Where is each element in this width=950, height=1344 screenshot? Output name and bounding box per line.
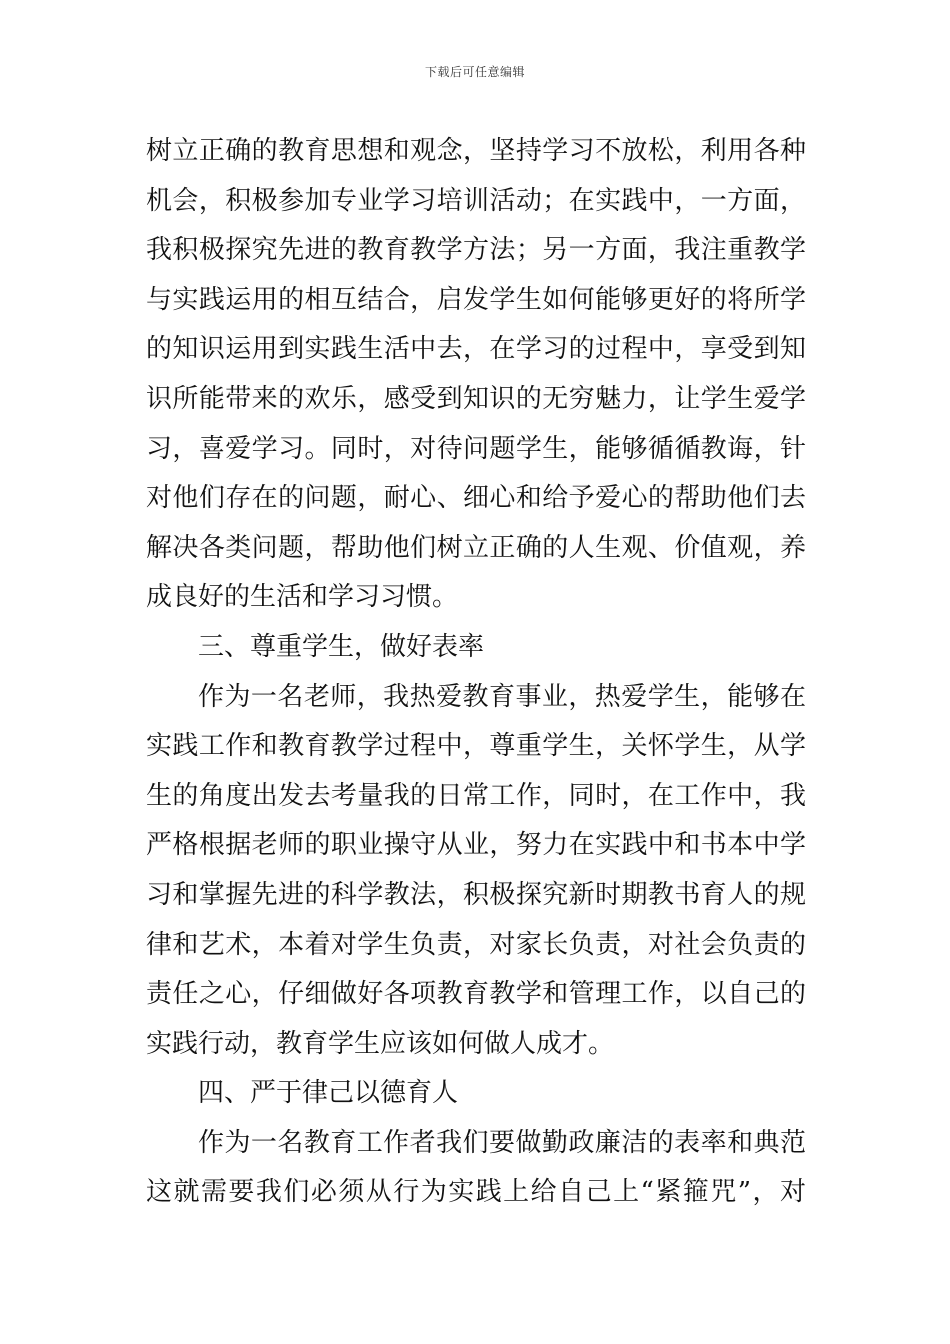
text-line: 这就需要我们必须从行为实践上给自己上“紧箍咒”，对 — [146, 1177, 806, 1208]
text-line: 机会，积极参加专业学习培训活动；在实践中，一方面， — [146, 185, 806, 216]
section-heading: 三、尊重学生，做好表率 — [198, 631, 485, 662]
paragraph-first-line: 作为一名老师，我热爱教育事业，热爱学生，能够在 — [198, 681, 806, 712]
text-line: 成良好的生活和学习习惯。 — [146, 582, 459, 613]
text-line: 严格根据老师的职业操守从业，努力在实践中和书本中学 — [146, 830, 806, 861]
section-heading: 四、严于律己以德育人 — [198, 1078, 459, 1109]
text-line: 我积极探究先进的教育教学方法；另一方面，我注重教学 — [146, 235, 806, 266]
text-line: 实践行动，教育学生应该如何做人成才。 — [146, 1028, 615, 1059]
text-line: 的知识运用到实践生活中去，在学习的过程中，享受到知 — [146, 334, 806, 365]
text-line: 树立正确的教育思想和观念，坚持学习不放松，利用各种 — [146, 136, 806, 166]
text-line: 实践工作和教育教学过程中，尊重学生，关怀学生，从学 — [146, 731, 806, 762]
text-line: 解决各类问题，帮助他们树立正确的人生观、价值观，养 — [146, 532, 806, 563]
text-line: 责任之心，仔细做好各项教育教学和管理工作，以自己的 — [146, 979, 806, 1010]
page-header: 下载后可任意编辑 — [424, 65, 525, 79]
text-line: 与实践运用的相互结合，启发学生如何能够更好的将所学 — [146, 284, 806, 315]
text-line: 生的角度出发去考量我的日常工作，同时，在工作中，我 — [146, 780, 806, 811]
document-body — [146, 127, 806, 1218]
paragraph-first-line: 作为一名教育工作者我们要做勤政廉洁的表率和典范 — [198, 1127, 806, 1158]
text-line: 律和艺术，本着对学生负责，对家长负责，对社会负责的 — [146, 929, 806, 960]
text-line: 对他们存在的问题，耐心、细心和给予爱心的帮助他们去 — [146, 483, 806, 514]
text-line: 习和掌握先进的科学教法，积极探究新时期教书育人的规 — [146, 879, 806, 910]
text-line: 识所能带来的欢乐，感受到知识的无穷魅力，让学生爱学 — [146, 383, 806, 414]
text-line: 习，喜爱学习。同时，对待问题学生，能够循循教诲，针 — [146, 433, 806, 464]
